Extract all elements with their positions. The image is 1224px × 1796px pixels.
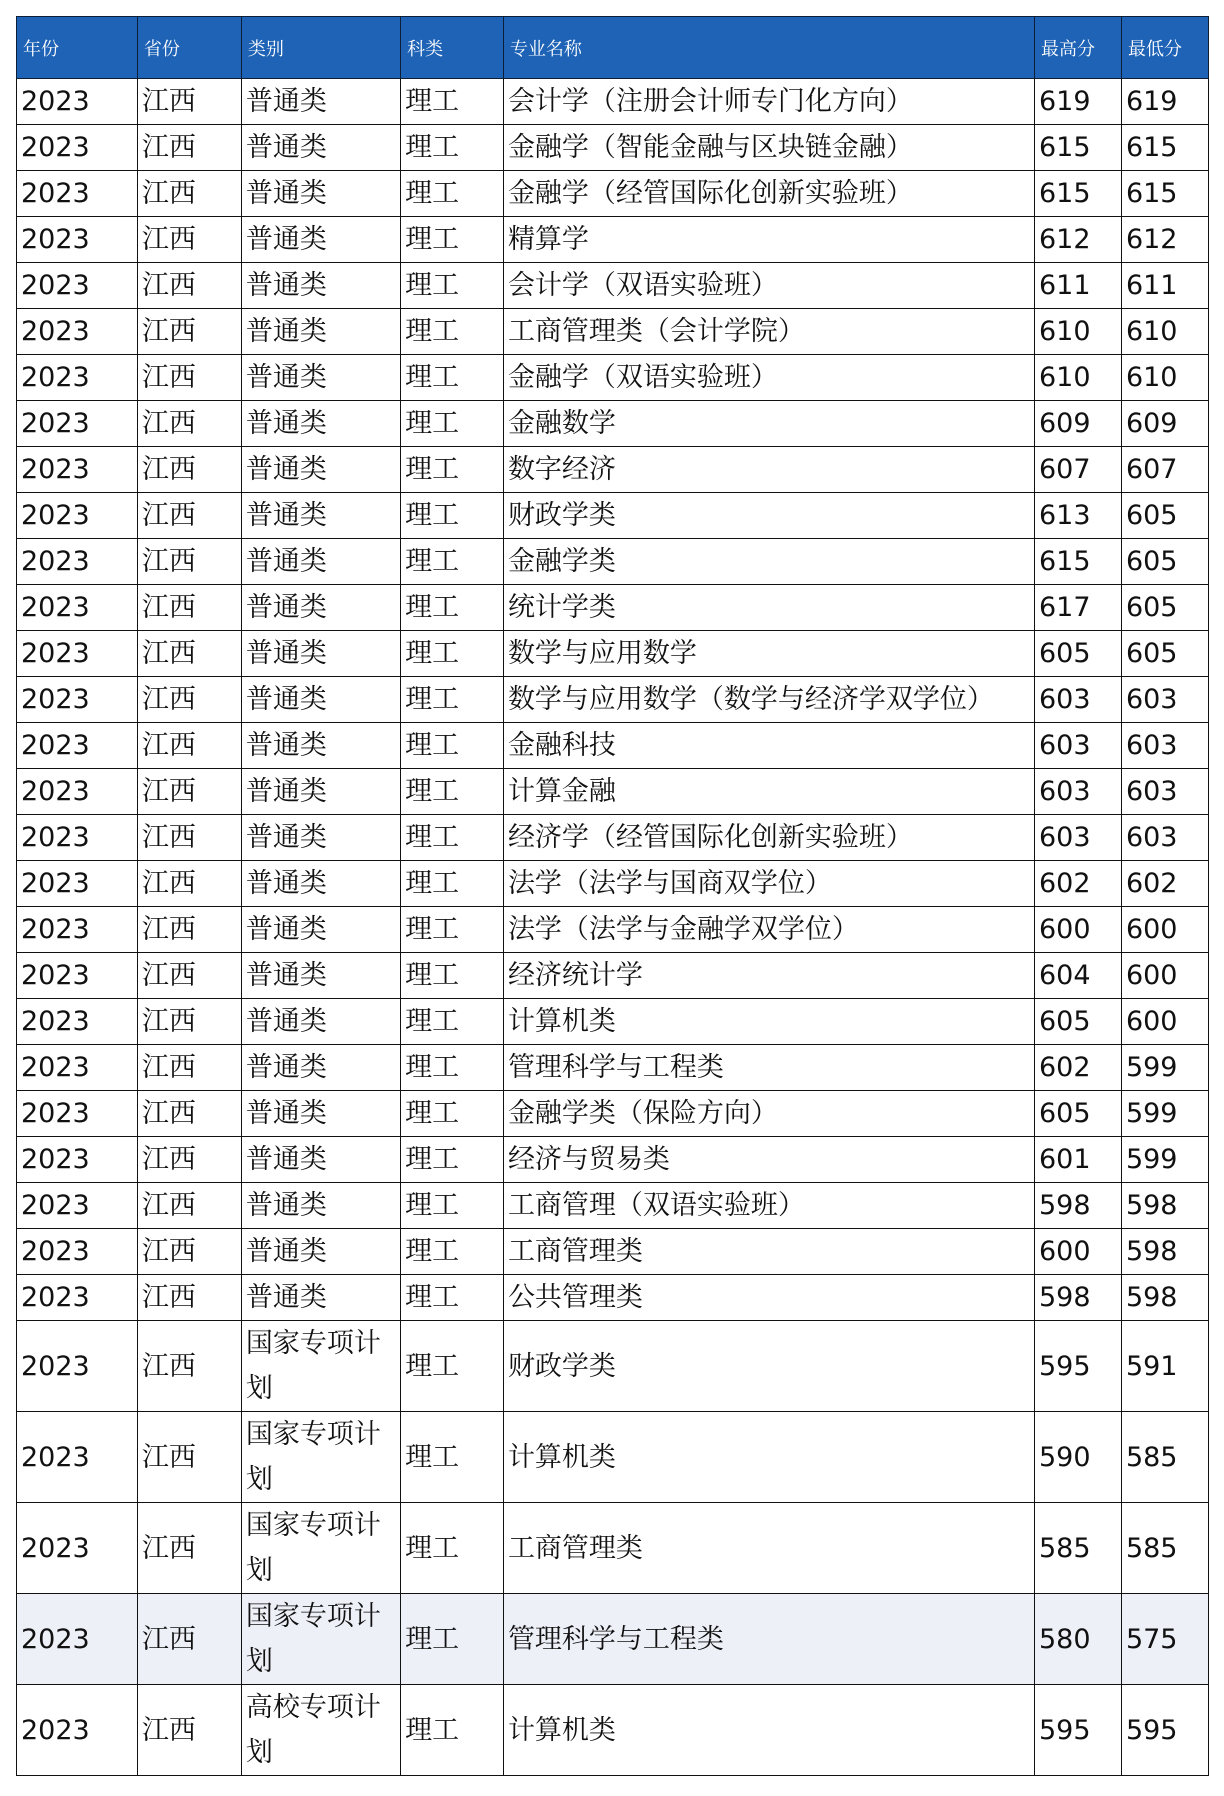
cell-subject-type: 理工	[401, 355, 504, 401]
cell-subject-type: 理工	[401, 1594, 504, 1685]
cell-year: 2023	[17, 1321, 138, 1412]
cell-min-score: 602	[1121, 861, 1208, 907]
cell-year: 2023	[17, 539, 138, 585]
cell-min-score: 605	[1121, 631, 1208, 677]
cell-category: 国家专项计划	[241, 1412, 400, 1503]
cell-subject-type: 理工	[401, 1183, 504, 1229]
cell-year: 2023	[17, 1091, 138, 1137]
cell-province: 江西	[137, 769, 241, 815]
table-row	[17, 631, 1209, 677]
table-row	[17, 723, 1209, 769]
cell-min-score: 603	[1121, 815, 1208, 861]
cell-year: 2023	[17, 1229, 138, 1275]
cell-major-name: 管理科学与工程类	[503, 1045, 1034, 1091]
cell-subject-type: 理工	[401, 723, 504, 769]
cell-min-score: 585	[1121, 1412, 1208, 1503]
cell-province: 江西	[137, 263, 241, 309]
cell-province: 江西	[137, 401, 241, 447]
cell-max-score: 603	[1034, 815, 1121, 861]
cell-major-name: 金融学类	[503, 539, 1034, 585]
cell-max-score: 619	[1034, 79, 1121, 125]
cell-min-score: 598	[1121, 1275, 1208, 1321]
cell-max-score: 605	[1034, 1091, 1121, 1137]
cell-max-score: 602	[1034, 1045, 1121, 1091]
cell-min-score: 607	[1121, 447, 1208, 493]
cell-province: 江西	[137, 1045, 241, 1091]
cell-year: 2023	[17, 953, 138, 999]
cell-min-score: 600	[1121, 999, 1208, 1045]
cell-subject-type: 理工	[401, 1503, 504, 1594]
cell-min-score: 600	[1121, 953, 1208, 999]
cell-min-score: 599	[1121, 1045, 1208, 1091]
cell-major-name: 工商管理类	[503, 1503, 1034, 1594]
table-row	[17, 263, 1209, 309]
cell-subject-type: 理工	[401, 539, 504, 585]
cell-category: 普通类	[241, 585, 400, 631]
cell-subject-type: 理工	[401, 1412, 504, 1503]
cell-category: 普通类	[241, 815, 400, 861]
cell-max-score: 609	[1034, 401, 1121, 447]
table-row	[17, 125, 1209, 171]
cell-max-score: 603	[1034, 769, 1121, 815]
header-max-score: 最高分	[1034, 17, 1121, 79]
table-row	[17, 1229, 1209, 1275]
cell-province: 江西	[137, 1685, 241, 1776]
cell-category: 高校专项计划	[241, 1685, 400, 1776]
cell-year: 2023	[17, 999, 138, 1045]
table-row	[17, 217, 1209, 263]
cell-major-name: 精算学	[503, 217, 1034, 263]
cell-major-name: 金融科技	[503, 723, 1034, 769]
table-row	[17, 769, 1209, 815]
header-category: 类别	[241, 17, 400, 79]
cell-year: 2023	[17, 815, 138, 861]
cell-subject-type: 理工	[401, 125, 504, 171]
cell-max-score: 598	[1034, 1183, 1121, 1229]
cell-category: 普通类	[241, 125, 400, 171]
table-row	[17, 585, 1209, 631]
cell-category: 普通类	[241, 1183, 400, 1229]
cell-province: 江西	[137, 355, 241, 401]
cell-max-score: 598	[1034, 1275, 1121, 1321]
cell-category: 普通类	[241, 171, 400, 217]
cell-category: 国家专项计划	[241, 1321, 400, 1412]
cell-subject-type: 理工	[401, 999, 504, 1045]
cell-year: 2023	[17, 1412, 138, 1503]
cell-province: 江西	[137, 1091, 241, 1137]
cell-major-name: 工商管理类（会计学院）	[503, 309, 1034, 355]
cell-major-name: 财政学类	[503, 1321, 1034, 1412]
cell-year: 2023	[17, 1183, 138, 1229]
cell-max-score: 605	[1034, 999, 1121, 1045]
cell-category: 普通类	[241, 1091, 400, 1137]
cell-max-score: 600	[1034, 1229, 1121, 1275]
cell-min-score: 600	[1121, 907, 1208, 953]
cell-min-score: 603	[1121, 769, 1208, 815]
cell-year: 2023	[17, 723, 138, 769]
cell-category: 普通类	[241, 907, 400, 953]
cell-max-score: 617	[1034, 585, 1121, 631]
cell-min-score: 603	[1121, 677, 1208, 723]
cell-category: 普通类	[241, 401, 400, 447]
cell-subject-type: 理工	[401, 447, 504, 493]
cell-province: 江西	[137, 1503, 241, 1594]
table-row	[17, 1685, 1209, 1776]
table-row	[17, 355, 1209, 401]
cell-province: 江西	[137, 79, 241, 125]
cell-min-score: 611	[1121, 263, 1208, 309]
cell-category: 普通类	[241, 355, 400, 401]
table-row	[17, 1091, 1209, 1137]
cell-min-score: 585	[1121, 1503, 1208, 1594]
cell-province: 江西	[137, 539, 241, 585]
cell-subject-type: 理工	[401, 815, 504, 861]
cell-category: 普通类	[241, 999, 400, 1045]
cell-year: 2023	[17, 447, 138, 493]
cell-min-score: 605	[1121, 539, 1208, 585]
cell-subject-type: 理工	[401, 631, 504, 677]
cell-subject-type: 理工	[401, 171, 504, 217]
cell-max-score: 611	[1034, 263, 1121, 309]
cell-province: 江西	[137, 125, 241, 171]
cell-max-score: 604	[1034, 953, 1121, 999]
cell-subject-type: 理工	[401, 677, 504, 723]
cell-min-score: 599	[1121, 1091, 1208, 1137]
cell-max-score: 602	[1034, 861, 1121, 907]
cell-subject-type: 理工	[401, 1091, 504, 1137]
cell-province: 江西	[137, 217, 241, 263]
cell-province: 江西	[137, 953, 241, 999]
cell-subject-type: 理工	[401, 79, 504, 125]
cell-subject-type: 理工	[401, 1275, 504, 1321]
cell-category: 普通类	[241, 493, 400, 539]
cell-min-score: 598	[1121, 1183, 1208, 1229]
cell-subject-type: 理工	[401, 953, 504, 999]
cell-subject-type: 理工	[401, 1685, 504, 1776]
cell-year: 2023	[17, 79, 138, 125]
cell-province: 江西	[137, 309, 241, 355]
table-row	[17, 171, 1209, 217]
table-row	[17, 309, 1209, 355]
cell-max-score: 595	[1034, 1321, 1121, 1412]
cell-max-score: 605	[1034, 631, 1121, 677]
cell-year: 2023	[17, 493, 138, 539]
cell-subject-type: 理工	[401, 1321, 504, 1412]
cell-min-score: 615	[1121, 171, 1208, 217]
cell-year: 2023	[17, 171, 138, 217]
cell-min-score: 610	[1121, 355, 1208, 401]
cell-min-score: 605	[1121, 585, 1208, 631]
table-row	[17, 815, 1209, 861]
table-row	[17, 1321, 1209, 1412]
cell-category: 普通类	[241, 79, 400, 125]
cell-max-score: 595	[1034, 1685, 1121, 1776]
cell-year: 2023	[17, 907, 138, 953]
cell-min-score: 575	[1121, 1594, 1208, 1685]
cell-province: 江西	[137, 585, 241, 631]
table-row	[17, 1594, 1209, 1685]
cell-min-score: 595	[1121, 1685, 1208, 1776]
table-row	[17, 493, 1209, 539]
table-row	[17, 861, 1209, 907]
table-row	[17, 1183, 1209, 1229]
cell-max-score: 610	[1034, 355, 1121, 401]
cell-category: 普通类	[241, 769, 400, 815]
cell-major-name: 金融学（智能金融与区块链金融）	[503, 125, 1034, 171]
cell-subject-type: 理工	[401, 1229, 504, 1275]
cell-category: 普通类	[241, 309, 400, 355]
cell-major-name: 统计学类	[503, 585, 1034, 631]
cell-major-name: 数学与应用数学（数学与经济学双学位）	[503, 677, 1034, 723]
cell-major-name: 经济与贸易类	[503, 1137, 1034, 1183]
cell-province: 江西	[137, 447, 241, 493]
cell-subject-type: 理工	[401, 1137, 504, 1183]
cell-province: 江西	[137, 1137, 241, 1183]
cell-subject-type: 理工	[401, 263, 504, 309]
table-row	[17, 447, 1209, 493]
table-body	[17, 79, 1209, 1776]
cell-major-name: 金融学类（保险方向）	[503, 1091, 1034, 1137]
cell-subject-type: 理工	[401, 493, 504, 539]
cell-year: 2023	[17, 631, 138, 677]
header-subject-type: 科类	[401, 17, 504, 79]
cell-province: 江西	[137, 493, 241, 539]
cell-min-score: 598	[1121, 1229, 1208, 1275]
cell-category: 普通类	[241, 861, 400, 907]
cell-year: 2023	[17, 309, 138, 355]
cell-major-name: 财政学类	[503, 493, 1034, 539]
cell-min-score: 610	[1121, 309, 1208, 355]
cell-category: 普通类	[241, 1229, 400, 1275]
cell-major-name: 管理科学与工程类	[503, 1594, 1034, 1685]
cell-category: 普通类	[241, 217, 400, 263]
cell-year: 2023	[17, 1045, 138, 1091]
table-row	[17, 1412, 1209, 1503]
cell-year: 2023	[17, 401, 138, 447]
cell-province: 江西	[137, 171, 241, 217]
cell-year: 2023	[17, 861, 138, 907]
cell-min-score: 612	[1121, 217, 1208, 263]
cell-category: 普通类	[241, 631, 400, 677]
table-row	[17, 1137, 1209, 1183]
cell-year: 2023	[17, 585, 138, 631]
cell-category: 普通类	[241, 1275, 400, 1321]
cell-major-name: 经济统计学	[503, 953, 1034, 999]
cell-max-score: 615	[1034, 171, 1121, 217]
cell-province: 江西	[137, 1229, 241, 1275]
cell-subject-type: 理工	[401, 401, 504, 447]
header-major-name: 专业名称	[503, 17, 1034, 79]
header-row	[17, 17, 1209, 79]
cell-category: 普通类	[241, 447, 400, 493]
cell-year: 2023	[17, 677, 138, 723]
cell-max-score: 612	[1034, 217, 1121, 263]
cell-major-name: 法学（法学与国商双学位）	[503, 861, 1034, 907]
cell-max-score: 610	[1034, 309, 1121, 355]
cell-province: 江西	[137, 907, 241, 953]
cell-max-score: 603	[1034, 723, 1121, 769]
cell-province: 江西	[137, 999, 241, 1045]
cell-max-score: 601	[1034, 1137, 1121, 1183]
cell-max-score: 607	[1034, 447, 1121, 493]
cell-major-name: 数学与应用数学	[503, 631, 1034, 677]
cell-category: 普通类	[241, 539, 400, 585]
table-row	[17, 1045, 1209, 1091]
cell-year: 2023	[17, 1275, 138, 1321]
cell-max-score: 615	[1034, 539, 1121, 585]
cell-category: 普通类	[241, 677, 400, 723]
cell-min-score: 603	[1121, 723, 1208, 769]
cell-province: 江西	[137, 1412, 241, 1503]
cell-min-score: 599	[1121, 1137, 1208, 1183]
cell-province: 江西	[137, 1321, 241, 1412]
table-row	[17, 1275, 1209, 1321]
cell-major-name: 金融学（经管国际化创新实验班）	[503, 171, 1034, 217]
admission-score-table	[16, 16, 1209, 1776]
cell-major-name: 法学（法学与金融学双学位）	[503, 907, 1034, 953]
cell-max-score: 613	[1034, 493, 1121, 539]
cell-major-name: 金融数学	[503, 401, 1034, 447]
cell-max-score: 603	[1034, 677, 1121, 723]
cell-major-name: 数字经济	[503, 447, 1034, 493]
cell-category: 普通类	[241, 953, 400, 999]
table-row	[17, 677, 1209, 723]
cell-subject-type: 理工	[401, 907, 504, 953]
cell-province: 江西	[137, 1183, 241, 1229]
cell-year: 2023	[17, 1503, 138, 1594]
cell-min-score: 619	[1121, 79, 1208, 125]
cell-subject-type: 理工	[401, 585, 504, 631]
cell-province: 江西	[137, 861, 241, 907]
cell-major-name: 计算机类	[503, 1412, 1034, 1503]
cell-year: 2023	[17, 263, 138, 309]
cell-year: 2023	[17, 217, 138, 263]
cell-major-name: 会计学（双语实验班）	[503, 263, 1034, 309]
header-province: 省份	[137, 17, 241, 79]
cell-major-name: 金融学（双语实验班）	[503, 355, 1034, 401]
cell-major-name: 公共管理类	[503, 1275, 1034, 1321]
cell-category: 普通类	[241, 723, 400, 769]
cell-max-score: 585	[1034, 1503, 1121, 1594]
cell-category: 普通类	[241, 263, 400, 309]
cell-year: 2023	[17, 769, 138, 815]
cell-year: 2023	[17, 1137, 138, 1183]
cell-subject-type: 理工	[401, 769, 504, 815]
cell-min-score: 591	[1121, 1321, 1208, 1412]
table-row	[17, 999, 1209, 1045]
header-min-score: 最低分	[1121, 17, 1208, 79]
cell-max-score: 615	[1034, 125, 1121, 171]
cell-category: 普通类	[241, 1045, 400, 1091]
table-row	[17, 1503, 1209, 1594]
cell-province: 江西	[137, 815, 241, 861]
cell-province: 江西	[137, 1594, 241, 1685]
cell-province: 江西	[137, 631, 241, 677]
cell-major-name: 工商管理类	[503, 1229, 1034, 1275]
cell-category: 国家专项计划	[241, 1503, 400, 1594]
cell-min-score: 609	[1121, 401, 1208, 447]
cell-major-name: 计算机类	[503, 1685, 1034, 1776]
cell-category: 国家专项计划	[241, 1594, 400, 1685]
cell-max-score: 580	[1034, 1594, 1121, 1685]
table-row	[17, 953, 1209, 999]
cell-subject-type: 理工	[401, 861, 504, 907]
cell-subject-type: 理工	[401, 217, 504, 263]
table-row	[17, 907, 1209, 953]
cell-max-score: 590	[1034, 1412, 1121, 1503]
table-row	[17, 539, 1209, 585]
cell-province: 江西	[137, 723, 241, 769]
cell-major-name: 工商管理（双语实验班）	[503, 1183, 1034, 1229]
cell-min-score: 605	[1121, 493, 1208, 539]
table-row	[17, 401, 1209, 447]
cell-category: 普通类	[241, 1137, 400, 1183]
table-row	[17, 79, 1209, 125]
cell-major-name: 经济学（经管国际化创新实验班）	[503, 815, 1034, 861]
cell-province: 江西	[137, 677, 241, 723]
cell-province: 江西	[137, 1275, 241, 1321]
cell-year: 2023	[17, 1685, 138, 1776]
cell-major-name: 计算金融	[503, 769, 1034, 815]
cell-major-name: 计算机类	[503, 999, 1034, 1045]
cell-year: 2023	[17, 125, 138, 171]
cell-subject-type: 理工	[401, 309, 504, 355]
cell-min-score: 615	[1121, 125, 1208, 171]
cell-max-score: 600	[1034, 907, 1121, 953]
cell-year: 2023	[17, 355, 138, 401]
cell-major-name: 会计学（注册会计师专门化方向）	[503, 79, 1034, 125]
header-year: 年份	[17, 17, 138, 79]
cell-year: 2023	[17, 1594, 138, 1685]
cell-subject-type: 理工	[401, 1045, 504, 1091]
